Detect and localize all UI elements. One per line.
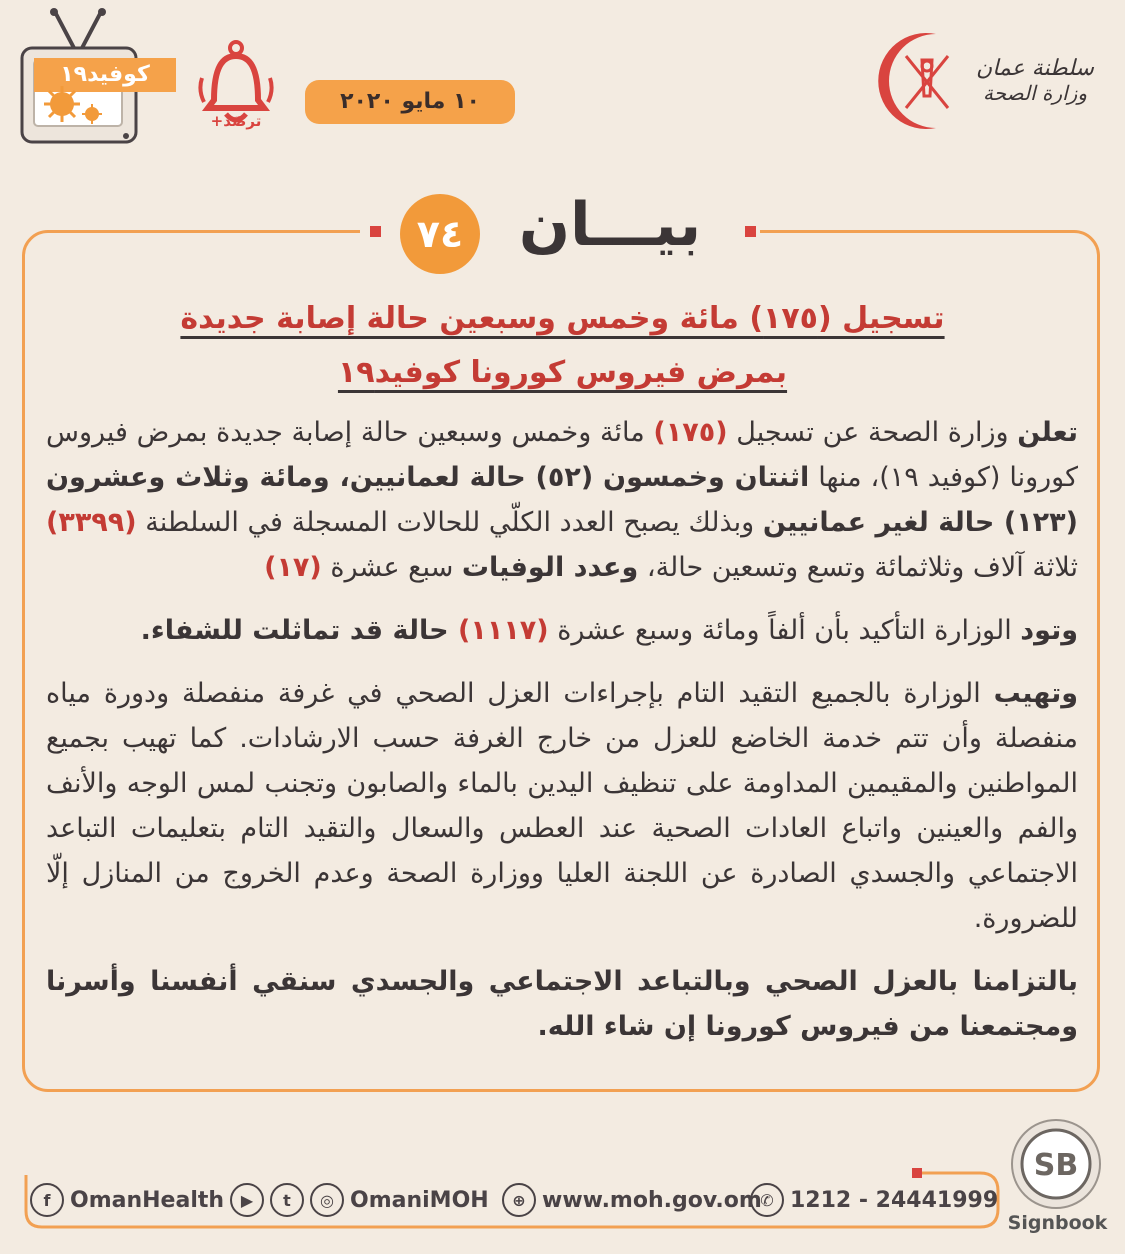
text-run: (١٧٥)	[653, 417, 728, 448]
instagram-icon: ◎	[310, 1183, 344, 1217]
text-run: وعدد الوفيات	[461, 552, 639, 583]
youtube-icon: ▶	[230, 1183, 264, 1217]
ministry-name	[960, 56, 1110, 105]
statement-title: بيـــان	[518, 190, 702, 260]
text-run: وبذلك يصبح العدد الكلّي للحالات المسجلة في السلطنة	[136, 507, 763, 538]
headline-line2: بمرض فيروس كورونا كوفيد١٩	[337, 355, 788, 390]
social-links[interactable]	[230, 1182, 489, 1218]
text-run: سبع عشرة	[321, 552, 462, 583]
paragraph-3	[46, 671, 1078, 941]
facebook-link[interactable]	[30, 1182, 224, 1218]
headline	[110, 292, 1015, 400]
dribbble-icon: ⊕	[502, 1183, 536, 1217]
text-run: (١١١٧)	[458, 615, 549, 646]
website-link[interactable]	[502, 1182, 762, 1218]
virus-icon	[40, 86, 110, 126]
facebook-icon: f	[30, 1183, 64, 1217]
text-run: اثنتان وخمسون (٥٢) حالة لعمانيين، ومائة وثلاث وعشرون (١٢٣) حالة لغير عمانيين	[46, 462, 1078, 538]
decor-dot-left	[370, 226, 381, 237]
phone-link[interactable]	[750, 1182, 998, 1218]
text-run: وزارة الصحة عن تسجيل	[727, 417, 1018, 448]
text-run: وتهيب	[993, 678, 1078, 709]
text-run: الوزارة التأكيد بأن ألفاً ومائة وسبع عشرة	[548, 615, 1021, 646]
statement-body	[46, 410, 1078, 1067]
text-run: ثلاثة آلاف وثلاثمائة وتسع وتسعين حالة،	[638, 552, 1078, 583]
date-badge: ١٠ مايو ٢٠٢٠	[305, 80, 515, 124]
ministry-line2: وزارة الصحة	[983, 81, 1087, 105]
twitter-icon: t	[270, 1183, 304, 1217]
sb-logo-text: SB	[1033, 1148, 1079, 1183]
bell-caption: ترصّد+	[210, 112, 262, 130]
facebook-handle: OmanHealth	[70, 1187, 225, 1213]
paragraph-4	[46, 959, 1078, 1049]
signbook-label: Signbook	[1007, 1212, 1108, 1234]
text-run: بالتزامنا بالعزل الصحي وبالتباعد الاجتماعي والجسدي سنقي أنفسنا وأسرنا ومجتمعنا من فيروس كورونا إن شاء الله.	[46, 966, 1078, 1042]
paragraph-2	[46, 608, 1078, 653]
decor-dot-right	[745, 226, 756, 237]
text-run: الوزارة بالجميع التقيد التام بإجراءات العزل الصحي في غرفة منفصلة ودورة مياه منفصلة وأن تتم خدمة الخاضع للعزل من خارج الغرفة حسب الارشادات. كما تهيب بجميع المواطنين والمقيمين المداومة على تنظيف اليدين بالماء والصابون وتجنب لمس الوجه والأنف والفم والعينين واتباع العادات الصحية عند العطس والسعال والتقيد التام بتعليمات التباعد الاجتماعي والجسدي الصادرة عن اللجنة العليا ووزارة الصحة وعدم الخروج من المنازل إلّا للضرورة.	[46, 678, 1078, 934]
text-run: (١٧)	[264, 552, 322, 583]
text-run: تعلن	[1017, 417, 1078, 448]
text-run: مائة وخمس وسبعين حالة إصابة جديدة بمرض فيروس كورونا (كوفيد ١٩)، منها	[46, 417, 1078, 493]
headline-line1: تسجيل (١٧٥) مائة وخمس وسبعين حالة إصابة جديدة	[180, 301, 945, 336]
text-run: (٣٣٩٩)	[46, 507, 137, 538]
tv-label: كوفيد١٩	[34, 58, 176, 92]
social-handle: OmaniMOH	[350, 1187, 489, 1213]
statement-number: ٧٤	[400, 194, 480, 274]
text-run: حالة قد تماثلت للشفاء.	[140, 615, 459, 646]
paragraph-1	[46, 410, 1078, 590]
phone-icon: ✆	[750, 1183, 784, 1217]
website-url: www.moh.gov.om	[542, 1187, 762, 1213]
signbook-logo	[1010, 1118, 1102, 1210]
phone-number: 1212 - 24441999	[790, 1187, 999, 1213]
text-run: وتود	[1020, 615, 1078, 646]
ministry-line1: سلطنة عمان	[976, 56, 1094, 81]
